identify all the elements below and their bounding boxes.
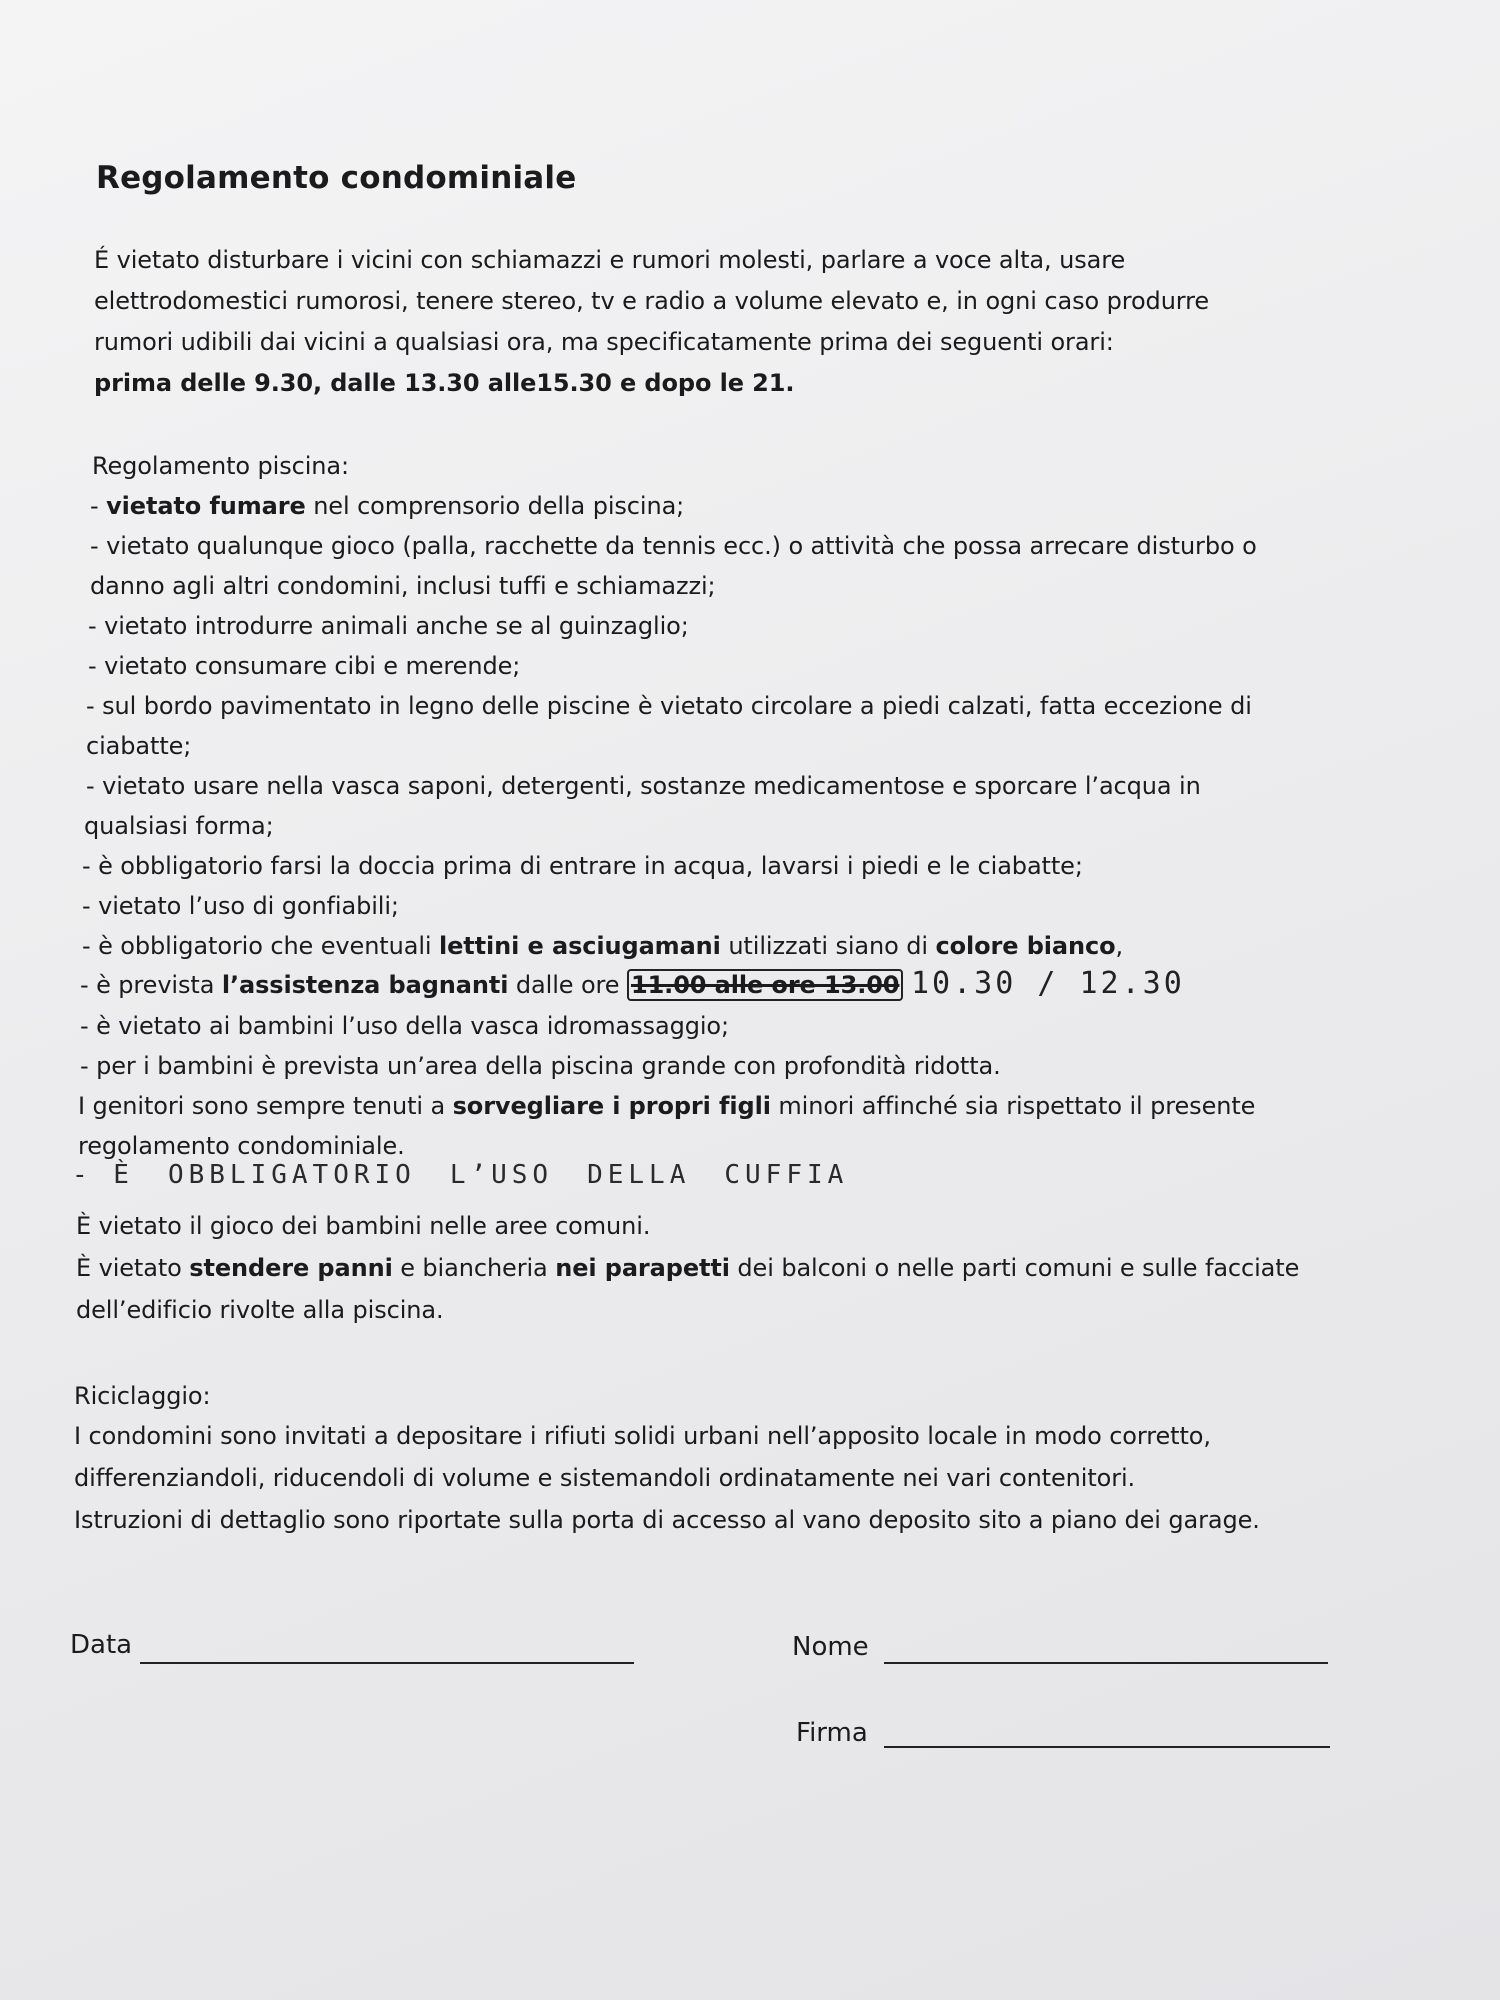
pool-rule-games-cont: danno agli altri condomini, inclusi tuffi e schiamazzi; [90, 572, 716, 600]
parents-notice-cont: regolamento condominiale. [78, 1132, 405, 1160]
noise-line-1: É vietato disturbare i vicini con schiamazzi e rumori molesti, parlare a voce alta, usare [94, 246, 1126, 274]
handwritten-hours: 10.30 / 12.30 [910, 966, 1185, 1001]
noise-line-3: rumori udibili dai vicini a qualsiasi ora, ma specificatamente prima dei seguenti orari: [94, 328, 1114, 356]
parents-notice: I genitori sono sempre tenuti a sorvegliare i propri figli minori affinché sia rispettato il presente [78, 1092, 1256, 1120]
pool-rule-food: - vietato consumare cibi e merende; [88, 652, 521, 680]
pool-rule-shower: - è obbligatorio farsi la doccia prima di entrare in acqua, lavarsi i piedi e le ciabatte; [82, 852, 1083, 880]
common-laundry-cont: dell’edificio rivolte alla piscina. [76, 1296, 444, 1324]
pool-rule-soap: - vietato usare nella vasca saponi, detergenti, sostanze medicamentose e sporcare l’acqua in [86, 772, 1201, 800]
pool-rule-hydromassage: - è vietato ai bambini l’uso della vasca idromassaggio; [80, 1012, 729, 1040]
pool-rule-deck-cont: ciabatte; [86, 732, 192, 760]
noise-line-2: elettrodomestici rumorosi, tenere stereo, tv e radio a volume elevato e, in ogni caso produrre [94, 287, 1210, 315]
pool-rule-kids-area: - per i bambini è prevista un’area della piscina grande con profondità ridotta. [80, 1052, 1001, 1080]
recycling-heading: Riciclaggio: [74, 1382, 211, 1410]
pool-rule-smoking: - vietato fumare nel comprensorio della piscina; [90, 492, 685, 520]
pool-heading: Regolamento piscina: [92, 452, 350, 480]
pool-rule-lifeguard: - è prevista l’assistenza bagnanti dalle ore 11.00 alle ore 13.00 10.30 / 12.30 [80, 966, 1185, 1001]
document-title: Regolamento condominiale [96, 160, 577, 196]
pool-rule-soap-cont: qualsiasi forma; [84, 812, 274, 840]
recycling-line-1: I condomini sono invitati a depositare i rifiuti solidi urbani nell’apposito locale in modo corretto, [74, 1422, 1211, 1450]
signature-label: Firma [796, 1718, 868, 1748]
struck-hours: 11.00 alle ore 13.00 [627, 969, 903, 1001]
date-label: Data [70, 1630, 133, 1660]
common-laundry: È vietato stendere panni e biancheria nei parapetti dei balconi o nelle parti comuni e sulle facciate [76, 1254, 1300, 1282]
pool-rule-games: - vietato qualunque gioco (palla, racchette da tennis ecc.) o attività che possa arrecare disturbo o [90, 532, 1257, 560]
noise-times: prima delle 9.30, dalle 13.30 alle15.30 e dopo le 21. [94, 369, 795, 397]
date-field[interactable] [140, 1662, 634, 1664]
recycling-line-3: Istruzioni di dettaglio sono riportate sulla porta di accesso al vano deposito sito a piano dei garage. [74, 1506, 1260, 1534]
common-children: È vietato il gioco dei bambini nelle aree comuni. [76, 1212, 651, 1240]
recycling-line-2: differenziandoli, riducendoli di volume e sistemandoli ordinatamente nei vari contenitori. [74, 1464, 1136, 1492]
pool-rule-animals: - vietato introdurre animali anche se al guinzaglio; [88, 612, 689, 640]
pool-rule-towels: - è obbligatorio che eventuali lettini e asciugamani utilizzati siano di colore bianco, [82, 932, 1124, 960]
name-label: Nome [792, 1632, 869, 1662]
pool-rule-inflatables: - vietato l’uso di gonfiabili; [82, 892, 399, 920]
name-field[interactable] [884, 1662, 1328, 1664]
handwritten-cap-rule: - È OBBLIGATORIO L’USO DELLA CUFFIA [72, 1160, 849, 1190]
pool-rule-deck: - sul bordo pavimentato in legno delle piscine è vietato circolare a piedi calzati, fatta eccezione di [86, 692, 1252, 720]
signature-field[interactable] [884, 1746, 1330, 1748]
